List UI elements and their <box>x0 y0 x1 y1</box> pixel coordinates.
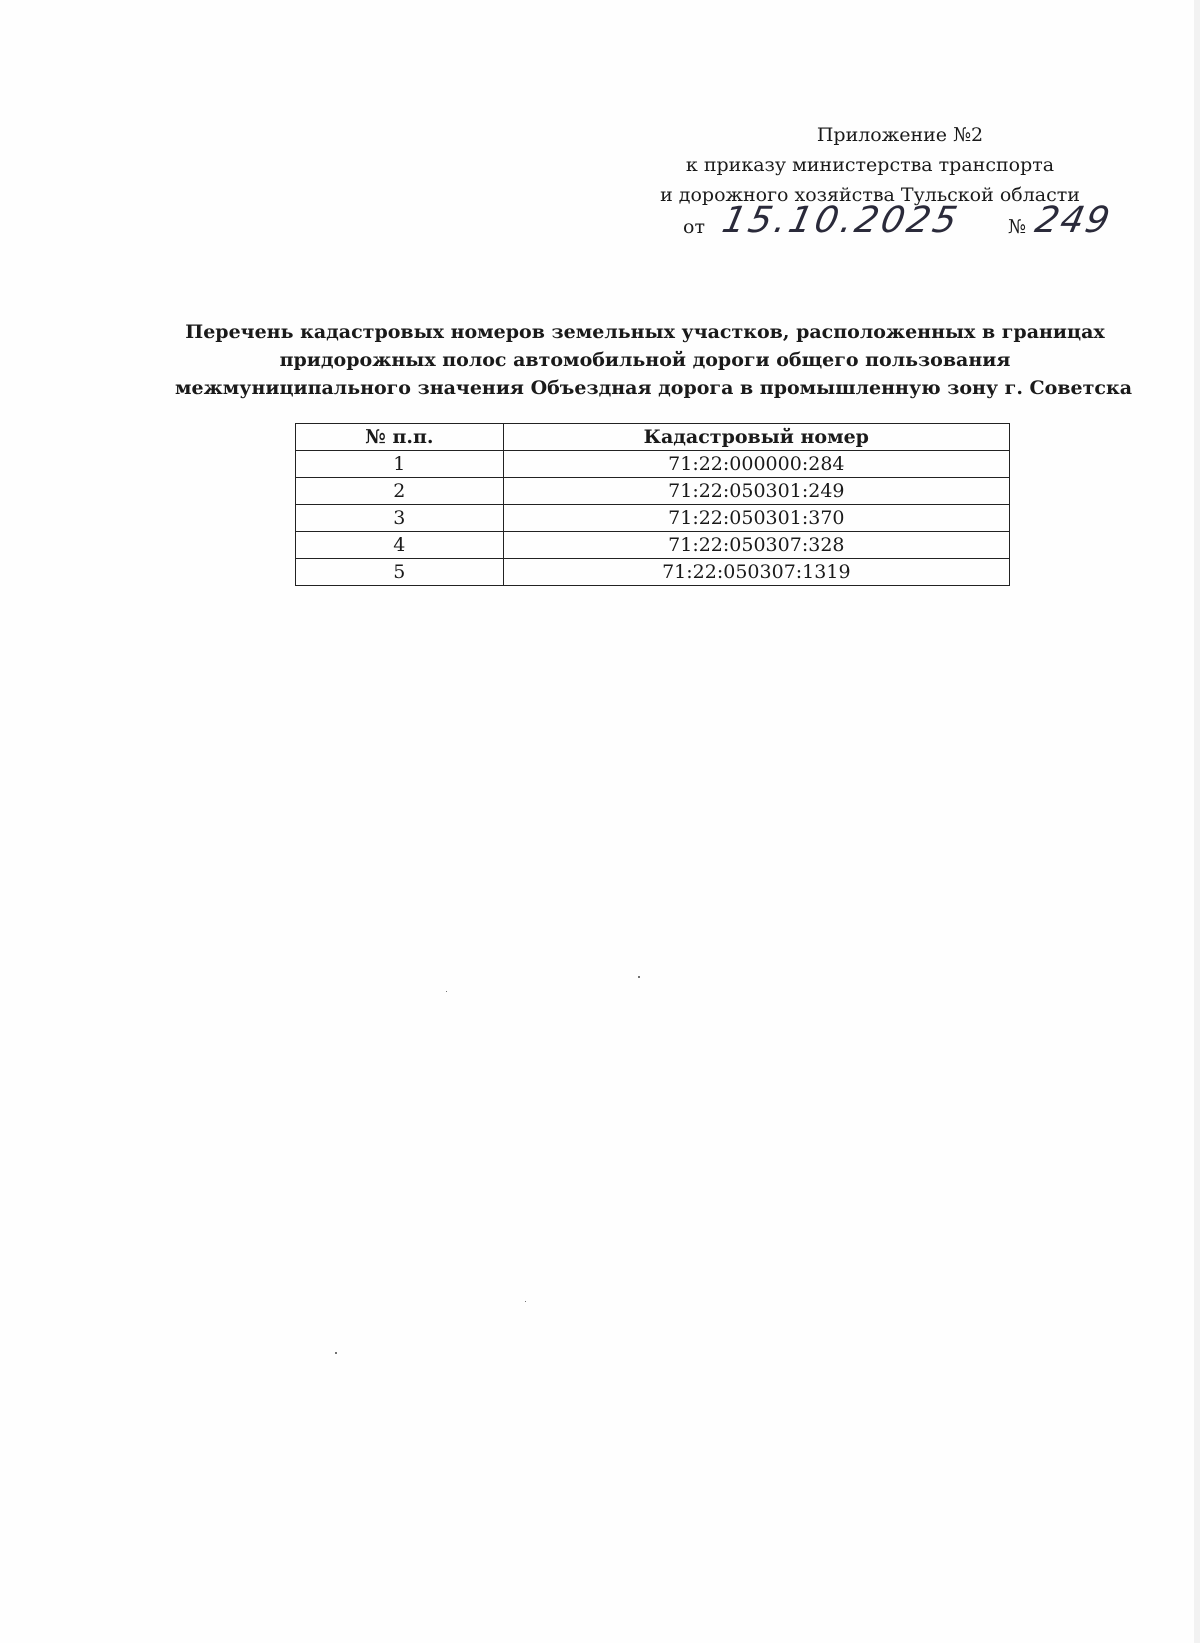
title-line-1: Перечень кадастровых номеров земельных участков, расположенных в границах <box>185 321 1105 343</box>
order-number-label: № <box>1008 216 1026 238</box>
table-row <box>296 478 1010 505</box>
scan-speck <box>335 1352 337 1354</box>
annex-title: Приложение №2 <box>816 124 984 146</box>
table-row <box>296 532 1010 559</box>
scan-speck <box>525 1301 526 1302</box>
table-row <box>296 559 1010 586</box>
row-cadastral-number: 71:22:050301:370 <box>503 505 1009 532</box>
row-item-number: 4 <box>296 532 504 559</box>
annex-order-reference: к приказу министерства транспорта <box>685 154 1055 176</box>
order-from-label: от <box>683 216 705 238</box>
header-item-number: № п.п. <box>296 424 504 451</box>
title-line-2: придорожных полос автомобильной дороги общего пользования <box>279 349 1011 371</box>
row-cadastral-number: 71:22:050307:1319 <box>503 559 1009 586</box>
handwritten-order-date: 15.10.2025 <box>718 200 964 241</box>
cadastral-numbers-table <box>295 423 1010 586</box>
scan-edge <box>1194 0 1200 1643</box>
order-date-number <box>683 200 1116 250</box>
handwritten-order-number: 249 <box>1031 200 1116 241</box>
document-title <box>175 318 1133 402</box>
table-row <box>296 451 1010 478</box>
scan-speck <box>638 976 640 978</box>
annex-header <box>640 120 1100 210</box>
table-header-row <box>296 424 1010 451</box>
row-cadastral-number: 71:22:000000:284 <box>503 451 1009 478</box>
row-cadastral-number: 71:22:050307:328 <box>503 532 1009 559</box>
row-item-number: 1 <box>296 451 504 478</box>
title-line-3: межмуниципального значения Объездная дорога в промышленную зону г. Советска <box>175 377 1133 399</box>
row-cadastral-number: 71:22:050301:249 <box>503 478 1009 505</box>
row-item-number: 5 <box>296 559 504 586</box>
row-item-number: 2 <box>296 478 504 505</box>
annex-ministry-name: и дорожного хозяйства Тульской области <box>660 184 1080 206</box>
table-row <box>296 505 1010 532</box>
scan-speck <box>446 991 447 992</box>
row-item-number: 3 <box>296 505 504 532</box>
header-cadastral-number: Кадастровый номер <box>503 424 1009 451</box>
